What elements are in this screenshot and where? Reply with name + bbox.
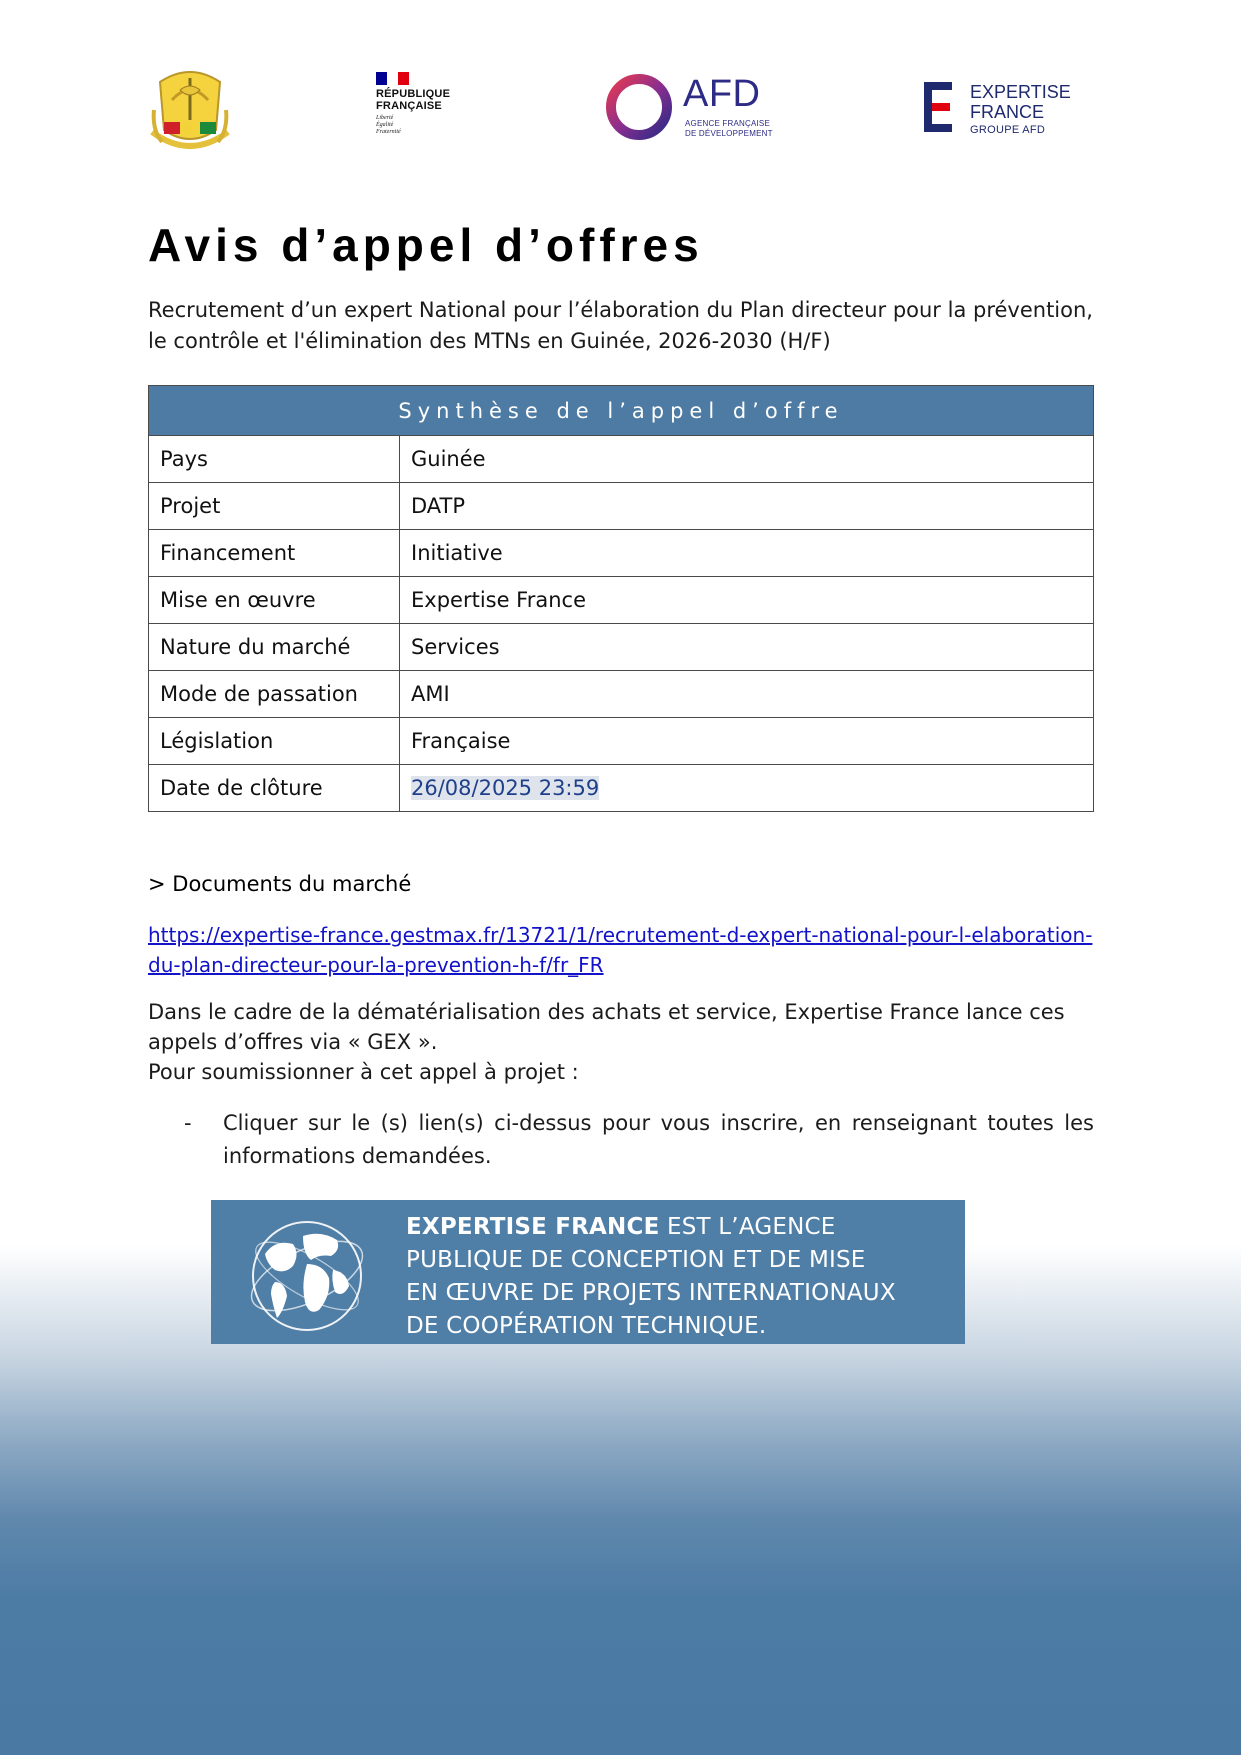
banner-bold: EXPERTISE FRANCE (406, 1214, 660, 1240)
body-paragraph-1: Dans le cadre de la dématérialisation des achats et service, Expertise France lance ces appels d’offres via « GEX ». (148, 1000, 1065, 1054)
row-label: Pays (149, 436, 400, 483)
afd-logo (604, 70, 774, 142)
row-value: AMI (400, 671, 1094, 718)
closing-date-cell (400, 765, 1094, 812)
table-row (149, 671, 1094, 718)
rf-motto3: Fraternité (376, 129, 401, 135)
banner-line-1 (406, 1211, 946, 1244)
table-row (149, 436, 1094, 483)
row-value: DATP (400, 483, 1094, 530)
logo-bar (0, 60, 1241, 160)
expertise-france-e-icon (924, 82, 954, 132)
summary-table (148, 385, 1094, 812)
bullet-dash: - (184, 1111, 192, 1135)
rf-line2: FRANÇAISE (376, 100, 442, 112)
banner-text (406, 1211, 946, 1343)
table-row (149, 483, 1094, 530)
banner-line-2: PUBLIQUE DE CONCEPTION ET DE MISE (406, 1247, 866, 1273)
row-value: Initiative (400, 530, 1094, 577)
afd-fullname (685, 119, 773, 139)
bullet-text: Cliquer sur le (s) lien(s) ci-dessus pour vous inscrire, en renseignant toutes les informations demandées. (223, 1111, 1094, 1168)
row-value: Guinée (400, 436, 1094, 483)
row-label: Mise en œuvre (149, 577, 400, 624)
ef-logo-line3: GROUPE AFD (970, 124, 1046, 136)
afd-ring-icon (604, 72, 674, 142)
summary-header-row (149, 386, 1094, 436)
table-row (149, 718, 1094, 765)
rf-line1: RÉPUBLIQUE (376, 88, 451, 100)
body-paragraph-2: Pour soumissionner à cet appel à projet : (148, 1060, 579, 1084)
banner-line-1-rest: EST L’AGENCE (659, 1214, 836, 1240)
summary-header: Synthèse de l’appel d’offre (149, 386, 1094, 436)
ef-logo-line1: EXPERTISE (970, 82, 1071, 102)
table-row (149, 577, 1094, 624)
page-title: Avis d’appel d’offres (148, 219, 704, 271)
expertise-france-banner (211, 1200, 965, 1344)
table-row (149, 624, 1094, 671)
rf-motto1: Liberté (376, 115, 394, 121)
afd-acronym: AFD (683, 73, 761, 115)
republique-francaise-logo (376, 72, 466, 144)
body-paragraphs (148, 997, 1098, 1087)
row-value: Services (400, 624, 1094, 671)
french-flag-icon (376, 72, 409, 85)
globe-icon (245, 1214, 369, 1338)
banner-line-4: DE COOPÉRATION TECHNIQUE. (406, 1313, 767, 1339)
afd-sub1: AGENCE FRANÇAISE (685, 119, 770, 128)
closing-date-value: 26/08/2025 23:59 (411, 776, 600, 800)
row-label: Financement (149, 530, 400, 577)
guinea-coat-of-arms-logo (150, 60, 230, 154)
row-label: Date de clôture (149, 765, 400, 812)
row-value: Française (400, 718, 1094, 765)
expertise-france-logo (924, 82, 1074, 142)
ef-logo-line2: FRANCE (970, 102, 1045, 122)
rf-motto (376, 115, 401, 136)
afd-sub2: DE DÉVELOPPEMENT (685, 129, 773, 138)
page-subtitle: Recrutement d’un expert National pour l’élaboration du Plan directeur pour la prévention, le contrôle et l'élimination des MTNs en Guinée, 2026-2030 (H/F) (148, 298, 1093, 353)
documents-heading: > Documents du marché (148, 872, 412, 896)
rf-name (376, 88, 450, 112)
rf-motto2: Égalité (376, 122, 394, 128)
table-row (149, 530, 1094, 577)
table-row (149, 765, 1094, 812)
row-value: Expertise France (400, 577, 1094, 624)
row-label: Projet (149, 483, 400, 530)
documents-link[interactable]: https://expertise-france.gestmax.fr/13721/1/recrutement-d-expert-national-pour-l-elaboration-du-plan-directeur-pour-la-prevention-h-f/fr_FR (148, 923, 1093, 977)
row-label: Législation (149, 718, 400, 765)
row-label: Nature du marché (149, 624, 400, 671)
instruction-list-item (148, 1107, 1094, 1173)
banner-line-3: EN ŒUVRE DE PROJETS INTERNATIONAUX (406, 1280, 896, 1306)
row-label: Mode de passation (149, 671, 400, 718)
